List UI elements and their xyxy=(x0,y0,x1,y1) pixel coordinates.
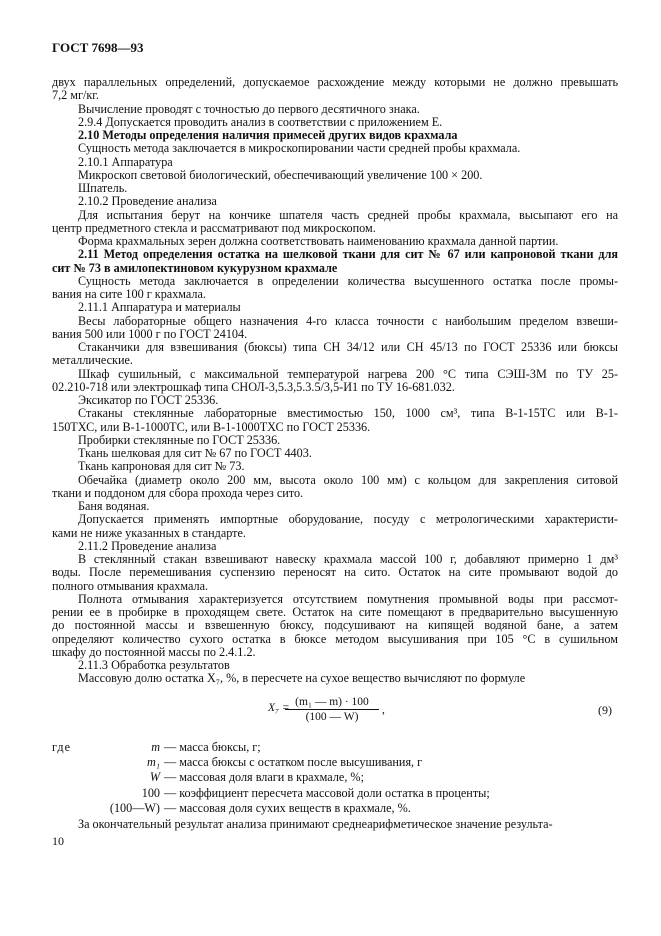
text-line: 2.10.1 Аппаратура xyxy=(78,154,173,169)
legend-row xyxy=(52,740,618,755)
text-line: Шпатель. xyxy=(78,181,128,195)
text-line: Стаканчики для взвешивания (бюксы) типа СН 34/12 или СН 45/13 по ГОСТ 25336 или бюксы xyxy=(78,340,618,354)
legend-row xyxy=(52,755,618,770)
document-header: ГОСТ 7698—93 xyxy=(52,40,144,55)
legend-symbol: W xyxy=(149,770,160,785)
text-line: 2.11.2 Проведение анализа xyxy=(78,538,217,553)
section-heading-line: 2.10 Методы определения наличия примесей других видов крахмала xyxy=(78,128,458,142)
text-line: Массовую долю остатка X₇, %, в пересчете на сухое вещество вычисляют по формуле xyxy=(78,671,526,686)
text-line: Стаканы стеклянные лабораторные вместимостью 150, 1000 см³, типа В-1-15ТС или В-1- xyxy=(78,406,618,421)
legend-row xyxy=(52,770,618,785)
formula-lhs: X₇ = xyxy=(268,702,290,714)
formula-fraction xyxy=(285,696,379,723)
text-line: Пробирки стеклянные по ГОСТ 25336. xyxy=(78,432,281,447)
legend-symbol: 100 xyxy=(141,785,160,800)
legend-where: где xyxy=(52,740,72,754)
legend-symbol: m xyxy=(151,740,160,754)
text-line: Шкаф сушильный, с максимальной температурой нагрева 200 °С типа СЭШ-3М по ТУ 25- xyxy=(78,366,618,381)
text-line: полного отмывания крахмала. xyxy=(52,578,209,593)
formula-comma: , xyxy=(382,704,385,716)
text-line: ками не ниже указанных в стандарте. xyxy=(52,525,246,540)
formula-denominator: (100 — W) xyxy=(305,711,359,723)
text-line: 2.9.4 Допускается проводить анализ в соответствии с приложением Е. xyxy=(78,114,443,129)
legend-description: — масса бюксы, г; xyxy=(164,740,261,754)
section-heading-line: сит № 73 в амилопектиновом кукурузном крахмале xyxy=(52,260,338,275)
body-text xyxy=(52,76,618,686)
legend-row xyxy=(52,786,618,801)
legend-description: — массовая доля влаги в крахмале, %; xyxy=(164,770,364,785)
text-line: Сущность метода заключается в микроскопировании части средней пробы крахмала. xyxy=(78,141,521,156)
legend-row xyxy=(52,801,618,816)
text-line: 7,2 мг/кг. xyxy=(52,88,99,103)
text-line: Баня водяная. xyxy=(78,499,150,513)
text-line: Эксикатор по ГОСТ 25336. xyxy=(78,393,219,407)
legend-description: — масса бюксы с остатком после высушивания, г xyxy=(164,755,423,770)
formula-legend xyxy=(52,740,618,816)
text-line: Полнота отмывания характеризуется отсутствием помутнения промывной воды при рассмот- xyxy=(78,591,618,606)
legend-symbol: (100—W) xyxy=(109,800,160,815)
text-line: вания 500 или 1000 г по ГОСТ 24104. xyxy=(52,326,248,341)
text-line: шкафу до постоянной массы по 2.4.1.2. xyxy=(52,644,256,659)
text-line: Весы лабораторные общего назначения 4-го класса точности с наибольшим пределом взвеши- xyxy=(78,313,618,328)
text-line: В стеклянный стакан взвешивают навеску крахмала массой 100 г, добавляют примерно 1 дм³ xyxy=(78,552,618,566)
text-line: 2.11.3 Обработка результатов xyxy=(78,658,230,672)
text-line: вания на сите 100 г крахмала. xyxy=(52,287,206,301)
text-line: Сущность метода заключается в определении количества высушенного остатка после промы- xyxy=(78,273,618,288)
equation-number: (9) xyxy=(598,703,612,717)
text-line: Ткань капроновая для сит № 73. xyxy=(78,459,245,474)
text-line: определяют количество сухого остатка в бюксе методом высушивания при 105 °С в сушильном xyxy=(52,631,618,646)
text-line: воды. После перемешивания суспензию переносят на сито. Остаток на сите промывают водой до xyxy=(52,565,618,580)
formula-numerator: (m₁ — m) · 100 xyxy=(285,696,379,710)
text-line: 02.210-718 или электрошкаф типа СНОЛ-3,5.3,5.3.5/3,5-И1 по ТУ 16-681.032. xyxy=(52,379,455,394)
legend-symbol: m₁ xyxy=(146,755,160,770)
text-line: ткани и поддоном для сбора прохода через сито. xyxy=(52,485,304,500)
legend-description: — коэффициент пересчета массовой доли остатка в проценты; xyxy=(164,785,490,800)
text-line: 2.11.1 Аппаратура и материалы xyxy=(78,300,241,315)
page-number: 10 xyxy=(52,834,64,848)
text-line: металлические. xyxy=(52,353,133,368)
text-line: Вычисление проводят с точностью до первого десятичного знака. xyxy=(78,101,420,116)
final-paragraph-line: За окончательный результат анализа принимают среднеарифметическое значение результа- xyxy=(78,817,553,831)
text-line: до постоянной массы и взвешенную бюксу, подсушивают на кипящей водяной бане, а затем xyxy=(52,618,618,633)
text-line: Допускается применять импортные оборудование, посуду с метрологическими характеристи- xyxy=(78,512,618,527)
text-line: двух параллельных определений, допускаемое расхождение между которыми не должно превышать xyxy=(52,75,618,89)
text-line: центр предметного стекла и рассматривают под микроскопом. xyxy=(52,220,376,235)
text-line: Ткань шелковая для сит № 67 по ГОСТ 4403. xyxy=(78,446,312,460)
text-line: Обечайка (диаметр около 200 мм, высота около 100 мм) с кольцом для закрепления ситовой xyxy=(78,472,618,487)
text-line: Форма крахмальных зерен должна соответствовать наименованию крахмала данной партии. xyxy=(78,234,559,248)
text-line: рении ее в пробирке в проходящем свете. Остаток на сите помещают в предварительно высушенную xyxy=(52,605,618,619)
section-heading-line: 2.11 Метод определения остатка на шелковой ткани для сит № 67 или капроновой ткани для xyxy=(78,247,618,262)
text-line: 150ТХС, или В-1-1000ТС, или В-1-1000ТХС по ГОСТ 25336. xyxy=(52,419,371,434)
text-line: Для испытания берут на кончике шпателя часть средней пробы крахмала, высыпают его на xyxy=(78,207,618,222)
legend-description: — массовая доля сухих веществ в крахмале, %. xyxy=(164,800,411,815)
text-line: 2.10.2 Проведение анализа xyxy=(78,194,217,209)
text-line: Микроскоп световой биологический, обеспечивающий увеличение 100 × 200. xyxy=(78,167,483,182)
